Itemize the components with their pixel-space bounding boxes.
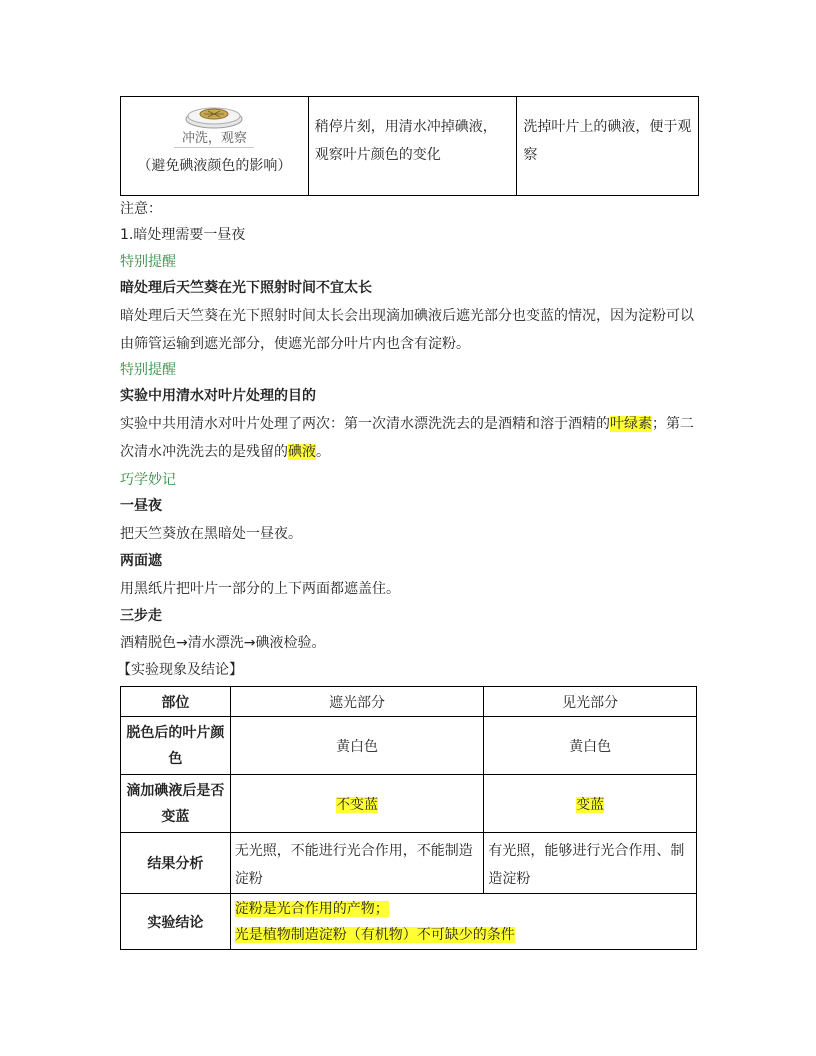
cell-blue-lit: [484, 775, 697, 833]
step-text: 稍停片刻，用清水冲掉碘液，观察叶片颜色的变化: [314, 119, 497, 163]
memory-title-1: 一昼夜: [120, 498, 162, 514]
highlight-blue: 变蓝: [576, 796, 605, 813]
procedure-table: [120, 96, 699, 196]
table-row: [121, 687, 697, 717]
cell-analysis-lit: 有光照，能够进行光合作用、制造淀粉: [484, 833, 697, 894]
purpose-text: 洗掉叶片上的碘液，便于观察: [523, 119, 692, 163]
memory-title-3: 三步走: [120, 608, 162, 624]
row-label-blue: 滴加碘液后是否变蓝: [121, 775, 231, 833]
memory-heading: 巧学妙记: [120, 472, 176, 488]
tip-body-2-c: 。: [316, 444, 330, 460]
purpose-cell: [517, 97, 699, 196]
image-caption: 冲洗，观察: [174, 131, 254, 148]
header-shaded: 遮光部分: [230, 687, 484, 717]
petri-dish-icon: [184, 101, 244, 131]
conclusion-line-1: 淀粉是光合作用的产物；: [234, 900, 389, 917]
table-row: [121, 717, 697, 775]
tip-title-2: 实验中用清水对叶片处理的目的: [120, 388, 316, 404]
cell-analysis-shaded: 无光照，不能进行光合作用，不能制造淀粉: [230, 833, 484, 894]
image-cell: [121, 97, 309, 196]
notes-label: 注意：: [120, 201, 162, 217]
highlight-iodine: 碘液: [288, 444, 316, 460]
tip-body-2-a: 实验中共用清水对叶片处理了两次：第一次清水漂洗洗去的是酒精和溶于酒精的: [120, 416, 610, 432]
step-cell: [308, 97, 517, 196]
highlight-chlorophyll: 叶绿素: [610, 416, 652, 432]
table-row: [121, 833, 697, 894]
row-label-analysis: 结果分析: [121, 833, 231, 894]
notes-item-1: 1.暗处理需要一昼夜: [120, 227, 246, 243]
table-row: [121, 97, 699, 196]
header-part: 部位: [121, 687, 231, 717]
table-row: [121, 775, 697, 833]
memory-title-2: 两面遮: [120, 553, 162, 569]
cell-conclusion: [230, 894, 696, 950]
tip-body-2: [120, 410, 700, 466]
memory-desc-3: 酒精脱色→清水漂洗→碘液检验。: [120, 635, 326, 651]
tip-heading-2: 特别提醒: [120, 362, 176, 378]
conclusion-line-2: 光是植物制造淀粉（有机物）不可缺少的条件: [234, 926, 515, 943]
tip-body-2-b: ；第二次清水冲洗洗去的是残留的: [120, 416, 694, 460]
row-label-color: 脱色后的叶片颜色: [121, 717, 231, 775]
row-label-conclusion: 实验结论: [121, 894, 231, 950]
tip-body-1: 暗处理后天竺葵在光下照射时间太长会出现滴加碘液后遮光部分也变蓝的情况，因为淀粉可以由筛管运输到遮光部分，使遮光部分叶片内也含有淀粉。: [120, 308, 694, 352]
cell-color-shaded: 黄白色: [230, 717, 484, 775]
memory-desc-2: 用黑纸片把叶片一部分的上下两面都遮盖住。: [120, 581, 400, 597]
header-lit: 见光部分: [484, 687, 697, 717]
cell-blue-shaded: [230, 775, 484, 833]
tip-heading-1: 特别提醒: [120, 254, 176, 270]
image-note: （避免碘液颜色的影响）: [137, 158, 292, 174]
section-title: 【实验现象及结论】: [117, 662, 243, 678]
table-row: [121, 894, 697, 950]
cell-color-lit: 黄白色: [484, 717, 697, 775]
tip-title-1: 暗处理后天竺葵在光下照射时间不宜太长: [120, 280, 372, 296]
highlight-not-blue: 不变蓝: [336, 796, 379, 813]
result-table: [120, 686, 697, 950]
memory-desc-1: 把天竺葵放在黑暗处一昼夜。: [120, 526, 302, 542]
